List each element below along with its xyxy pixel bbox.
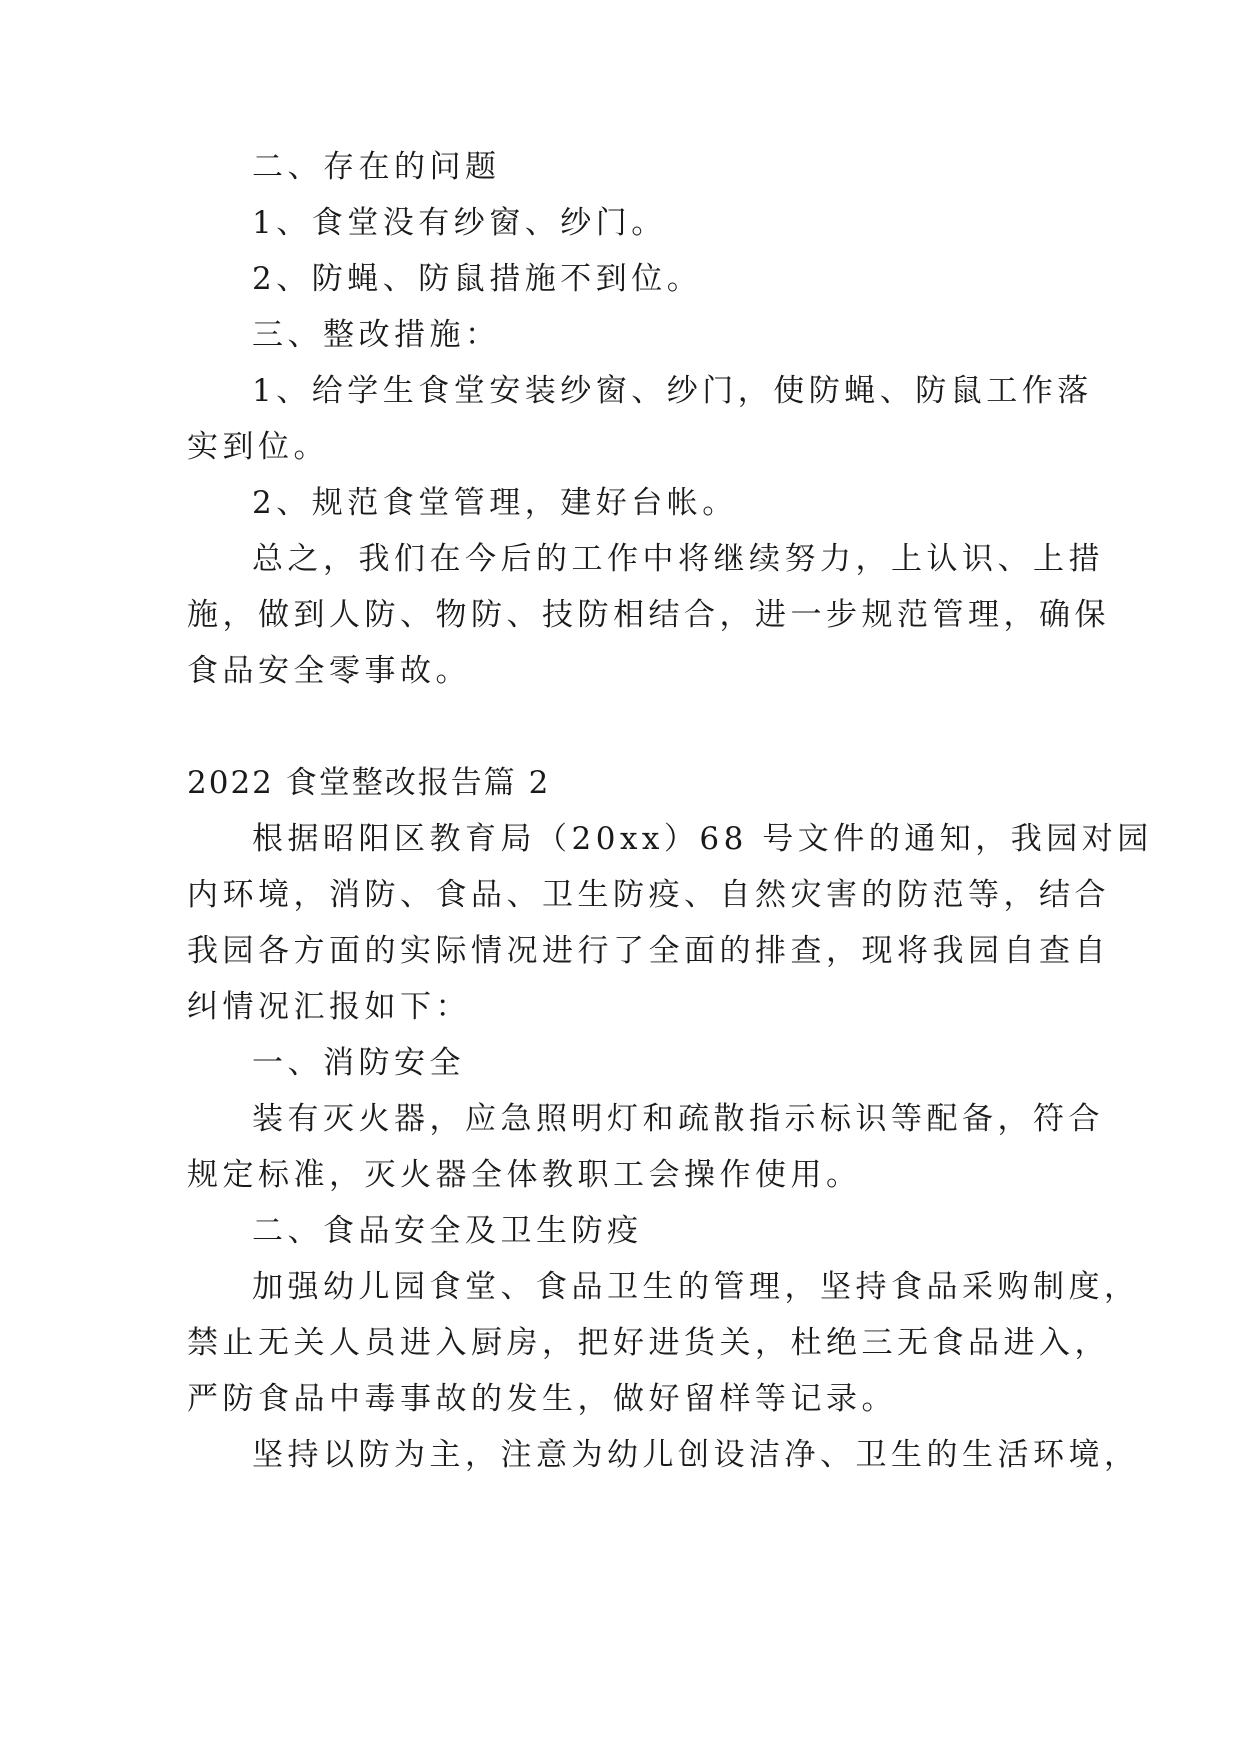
section-title: 2022 食堂整改报告篇 2	[187, 765, 551, 801]
food-safety-line-2: 禁止无关人员进入厨房，把好进货关，杜绝三无食品进入，	[187, 1325, 1110, 1361]
intro-line-3: 我园各方面的实际情况进行了全面的排查，现将我园自查自	[187, 933, 1110, 969]
summary-line-3: 食品安全零事故。	[187, 653, 471, 689]
prevention-line-1: 坚持以防为主，注意为幼儿创设洁净、卫生的生活环境，	[252, 1437, 1140, 1473]
intro-line-4: 纠情况汇报如下：	[187, 989, 471, 1025]
summary-line-2: 施，做到人防、物防、技防相结合，进一步规范管理，确保	[187, 597, 1110, 633]
intro-line-2: 内环境，消防、食品、卫生防疫、自然灾害的防范等，结合	[187, 877, 1110, 913]
food-safety-heading: 二、食品安全及卫生防疫	[252, 1213, 643, 1249]
measure-item-1-line-2: 实到位。	[187, 429, 329, 465]
problems-heading: 二、存在的问题	[252, 149, 501, 185]
food-safety-line-1: 加强幼儿园食堂、食品卫生的管理，坚持食品采购制度，	[252, 1269, 1140, 1305]
fire-safety-heading: 一、消防安全	[252, 1045, 465, 1081]
problem-item-2: 2、防蝇、防鼠措施不到位。	[252, 261, 703, 297]
summary-line-1: 总之，我们在今后的工作中将继续努力，上认识、上措	[252, 541, 1104, 577]
measures-heading: 三、整改措施：	[252, 317, 501, 353]
fire-safety-line-2: 规定标准，灭火器全体教职工会操作使用。	[187, 1157, 862, 1193]
measure-item-2: 2、规范食堂管理，建好台帐。	[252, 485, 738, 521]
measure-item-1-line-1: 1、给学生食堂安装纱窗、纱门，使防蝇、防鼠工作落	[252, 373, 1093, 409]
fire-safety-line-1: 装有灭火器，应急照明灯和疏散指示标识等配备，符合	[252, 1101, 1104, 1137]
intro-line-1: 根据昭阳区教育局（20xx）68 号文件的通知，我园对园	[252, 821, 1153, 857]
food-safety-line-3: 严防食品中毒事故的发生，做好留样等记录。	[187, 1381, 897, 1417]
problem-item-1: 1、食堂没有纱窗、纱门。	[252, 205, 667, 241]
